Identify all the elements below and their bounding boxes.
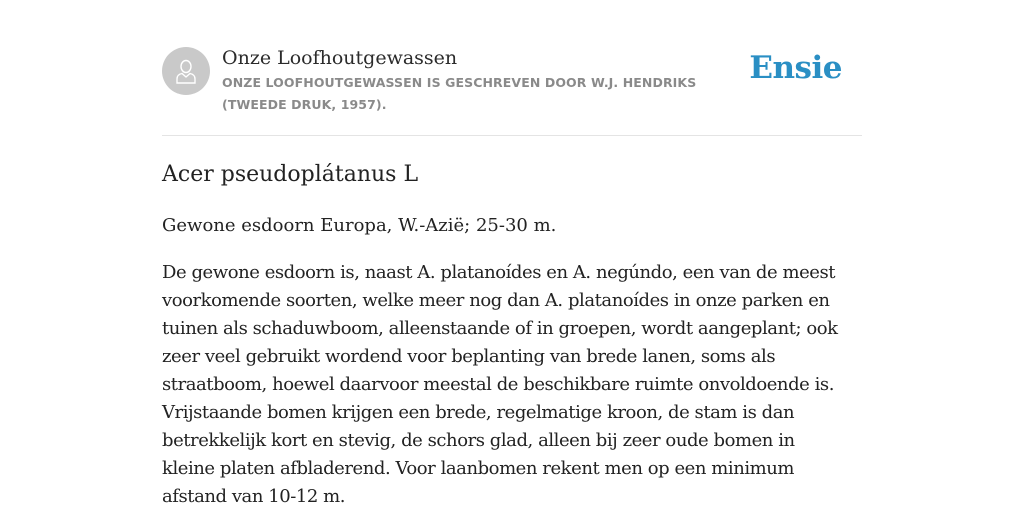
entry-body: De gewone esdoorn is, naast A. platanoídes en A. negúndo, een van de meest voorkomende soorten, welke meer nog dan A. platanoídes in onze parken en tuinen als schaduwboom, alleenstaande of in groepen, wordt aangeplant; ook zeer veel gebruikt wordend voor beplanting van brede lanen, soms als straatboom, hoewel daarvoor meestal de beschikbare ruimte onvoldoende is. Vrijstaande bomen krijgen een brede, regelmatige kroon, de stam is dan betrekkelijk kort en stevig, de schors glad, alleen bij zeer oude bomen in kleine platen afbladerend. Voor laanbomen rekent men op een minimum afstand van 10-12 m.: [162, 262, 838, 507]
entry-title: Acer pseudoplátanus L: [162, 162, 419, 187]
source-header: [162, 46, 862, 116]
source-avatar[interactable]: [162, 47, 210, 95]
entry-subtitle: Gewone esdoorn Europa, W.-Azië; 25-30 m.: [162, 215, 557, 236]
header-divider: [162, 135, 862, 136]
user-silhouette-icon: [171, 56, 201, 86]
ensie-logo[interactable]: Ensie: [749, 50, 842, 86]
source-description: ONZE LOOFHOUTGEWASSEN IS GESCHREVEN DOOR W.J. HENDRIKS (TWEEDE DRUK, 1957).: [222, 75, 697, 112]
source-title[interactable]: Onze Loofhoutgewassen: [222, 47, 458, 69]
